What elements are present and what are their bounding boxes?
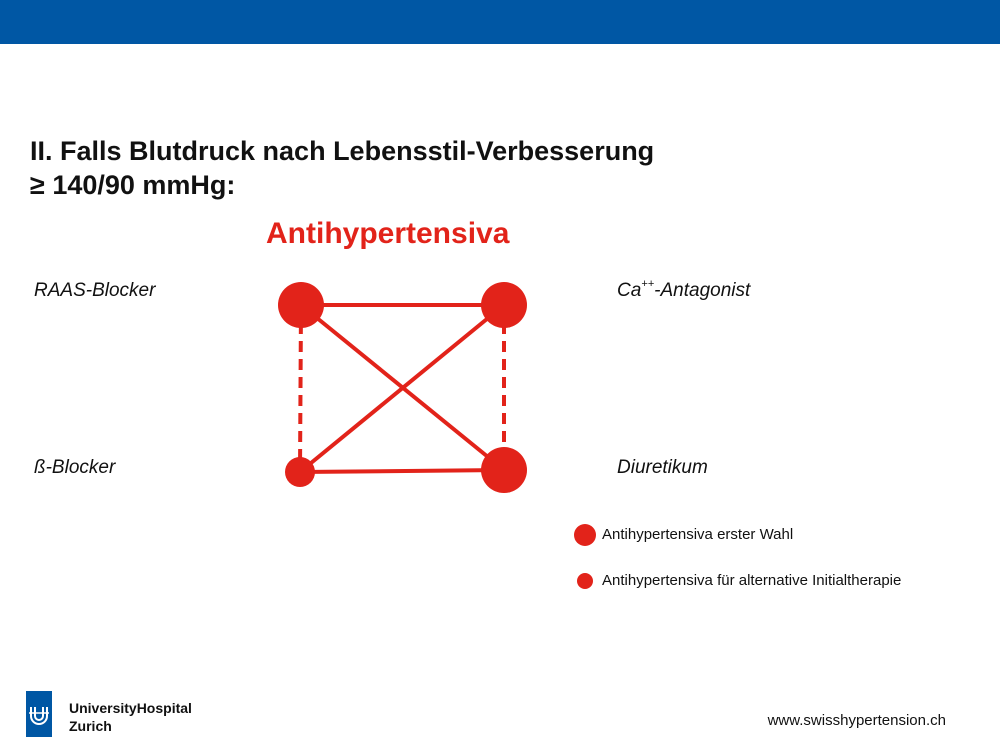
footer-url[interactable]: www.swisshypertension.ch: [767, 712, 946, 729]
heading-line-1: II. Falls Blutdruck nach Lebensstil-Verbesserung: [30, 136, 655, 166]
logo-line-2: Zurich: [69, 718, 112, 734]
legend-alternative-label: Antihypertensiva für alternative Initialtherapie: [602, 572, 902, 589]
edge-raas-beta: [300, 305, 301, 472]
legend-small-dot-icon: [577, 573, 593, 589]
legend-first-choice-label: Antihypertensiva erster Wahl: [602, 526, 794, 543]
heading-line-2: ≥ 140/90 mmHg:: [30, 170, 236, 200]
node-beta: [285, 457, 315, 487]
logo-line-1: UniversityHospital: [69, 700, 192, 716]
label-diuretic: Diuretikum: [617, 457, 708, 478]
edge-beta-diuretic: [300, 470, 504, 472]
legend-large-dot-icon: [574, 524, 596, 546]
label-beta-blocker: ß-Blocker: [34, 457, 116, 478]
node-diuretic: [481, 447, 527, 493]
node-raas: [278, 282, 324, 328]
label-ca-superscript: ++: [641, 278, 655, 290]
label-ca-rest: -Antagonist: [654, 280, 751, 301]
diagram-title: Antihypertensiva: [266, 217, 510, 250]
label-ca-base: Ca: [617, 280, 642, 301]
logo-wordmark: [69, 699, 192, 735]
usz-logo-icon: [26, 691, 52, 737]
label-raas-blocker: RAAS-Blocker: [34, 280, 156, 301]
university-hospital-logo: [26, 691, 226, 741]
node-ca: [481, 282, 527, 328]
